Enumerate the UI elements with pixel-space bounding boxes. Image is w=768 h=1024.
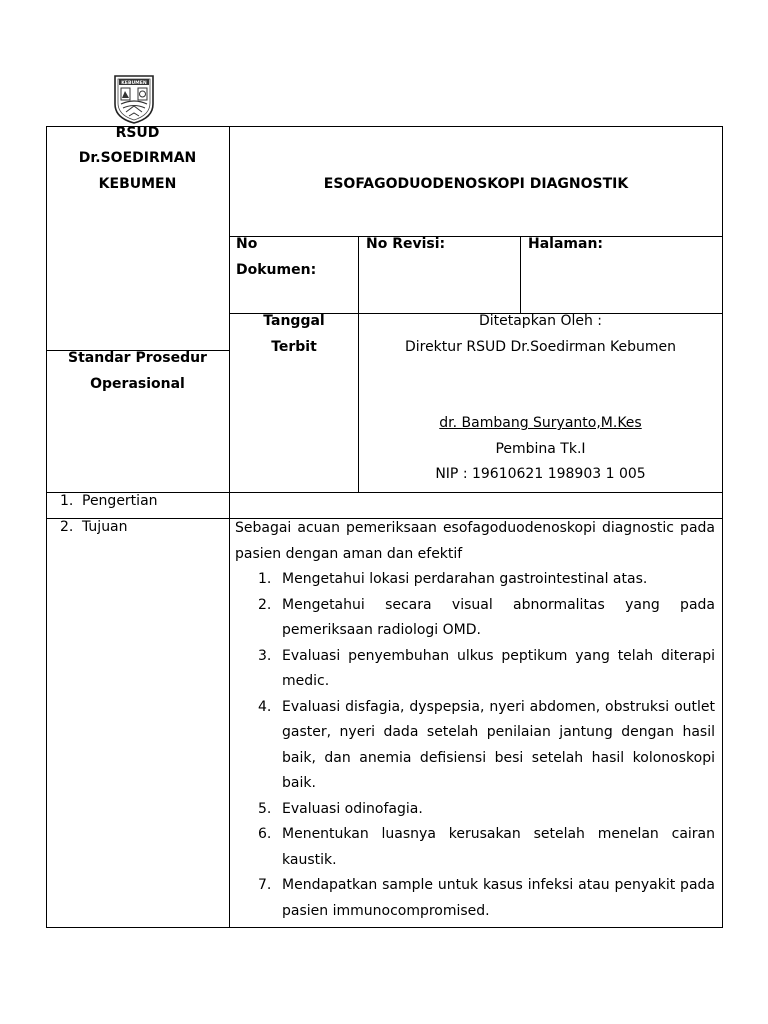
- hospital-logo: [112, 74, 156, 124]
- halaman-label: Halaman:: [528, 236, 604, 252]
- list-item: [235, 822, 715, 873]
- tujuan-number: 2.: [60, 519, 74, 535]
- list-item-number: 6.: [258, 826, 272, 842]
- list-item-text: Menentukan luasnya kerusakan setelah menelan cairan kaustik.: [282, 826, 715, 868]
- spo-label-line2: Operasional: [90, 376, 185, 392]
- no-dokumen-label-line1: No: [236, 236, 258, 252]
- list-item-text: Evaluasi disfagia, dyspepsia, nyeri abdomen, obstruksi outlet gaster, nyeri dada setelah penilaian jantung dengan hasil baik, dan anemia defisiensi besi setelah hasil kolonoskopi baik.: [282, 698, 715, 791]
- tanggal-terbit-label-line1: Tanggal: [263, 313, 325, 329]
- list-item-number: 4.: [258, 698, 272, 715]
- signer-name: dr. Bambang Suryanto,M.Kes: [439, 415, 642, 431]
- hospital-name-line2: Dr.SOEDIRMAN: [78, 150, 197, 166]
- hospital-name-line3: KEBUMEN: [98, 176, 177, 192]
- list-item-text: Mengetahui secara visual abnormalitas yang pada pemeriksaan radiologi OMD.: [282, 596, 715, 638]
- list-item-number: 2.: [258, 596, 272, 613]
- tujuan-content: [235, 516, 715, 924]
- signer-rank: Pembina Tk.I: [495, 441, 586, 457]
- list-item: [235, 695, 715, 797]
- document-title: ESOFAGODUODENOSKOPI DIAGNOSTIK: [323, 176, 629, 192]
- list-item: [235, 873, 715, 924]
- body-col-divider: [229, 492, 230, 928]
- signer-nip: NIP : 19610621 198903 1 005: [435, 466, 646, 482]
- revisi-col-divider: [520, 236, 521, 313]
- hospital-name-line1: RSUD: [115, 125, 160, 141]
- tanggal-terbit-label-line2: Terbit: [271, 339, 317, 355]
- list-item-text: Mengetahui lokasi perdarahan gastrointestinal atas.: [282, 571, 648, 587]
- list-item: [235, 593, 715, 644]
- list-item-number: 7.: [258, 877, 272, 893]
- tujuan-label: Tujuan: [82, 519, 128, 535]
- list-item: [235, 567, 715, 593]
- body-right-border: [722, 492, 723, 928]
- list-item-text: Evaluasi odinofagia.: [282, 800, 423, 817]
- list-item: [235, 644, 715, 695]
- no-dokumen-label-line2: Dokumen:: [236, 262, 317, 278]
- list-item-number: 5.: [258, 800, 272, 817]
- tujuan-intro: Sebagai acuan pemeriksaan esofagoduodenoskopi diagnostic pada pasien dengan aman dan efektif: [235, 520, 715, 562]
- title-row-divider: [229, 236, 723, 237]
- list-item-text: Mendapatkan sample untuk kasus infeksi atau penyakit pada pasien immunocompromised.: [282, 877, 715, 919]
- body-bottom-border: [46, 927, 723, 928]
- kebumen-crest-icon: [112, 74, 156, 124]
- pengertian-label: Pengertian: [82, 493, 158, 509]
- pengertian-number: 1.: [60, 493, 74, 509]
- list-item: [235, 797, 715, 823]
- list-item-number: 3.: [258, 647, 272, 664]
- ditetapkan-oleh: Ditetapkan Oleh :: [478, 313, 603, 329]
- body-left-border: [46, 492, 47, 928]
- list-item-number: 1.: [258, 571, 272, 587]
- no-revisi-label: No Revisi:: [366, 236, 446, 252]
- direktur-title: Direktur RSUD Dr.Soedirman Kebumen: [404, 339, 677, 355]
- svg-text:KEBUMEN: KEBUMEN: [121, 81, 147, 86]
- list-item-text: Evaluasi penyembuhan ulkus peptikum yang telah diterapi medic.: [282, 647, 715, 689]
- spo-label-line1: Standar Prosedur: [68, 350, 207, 366]
